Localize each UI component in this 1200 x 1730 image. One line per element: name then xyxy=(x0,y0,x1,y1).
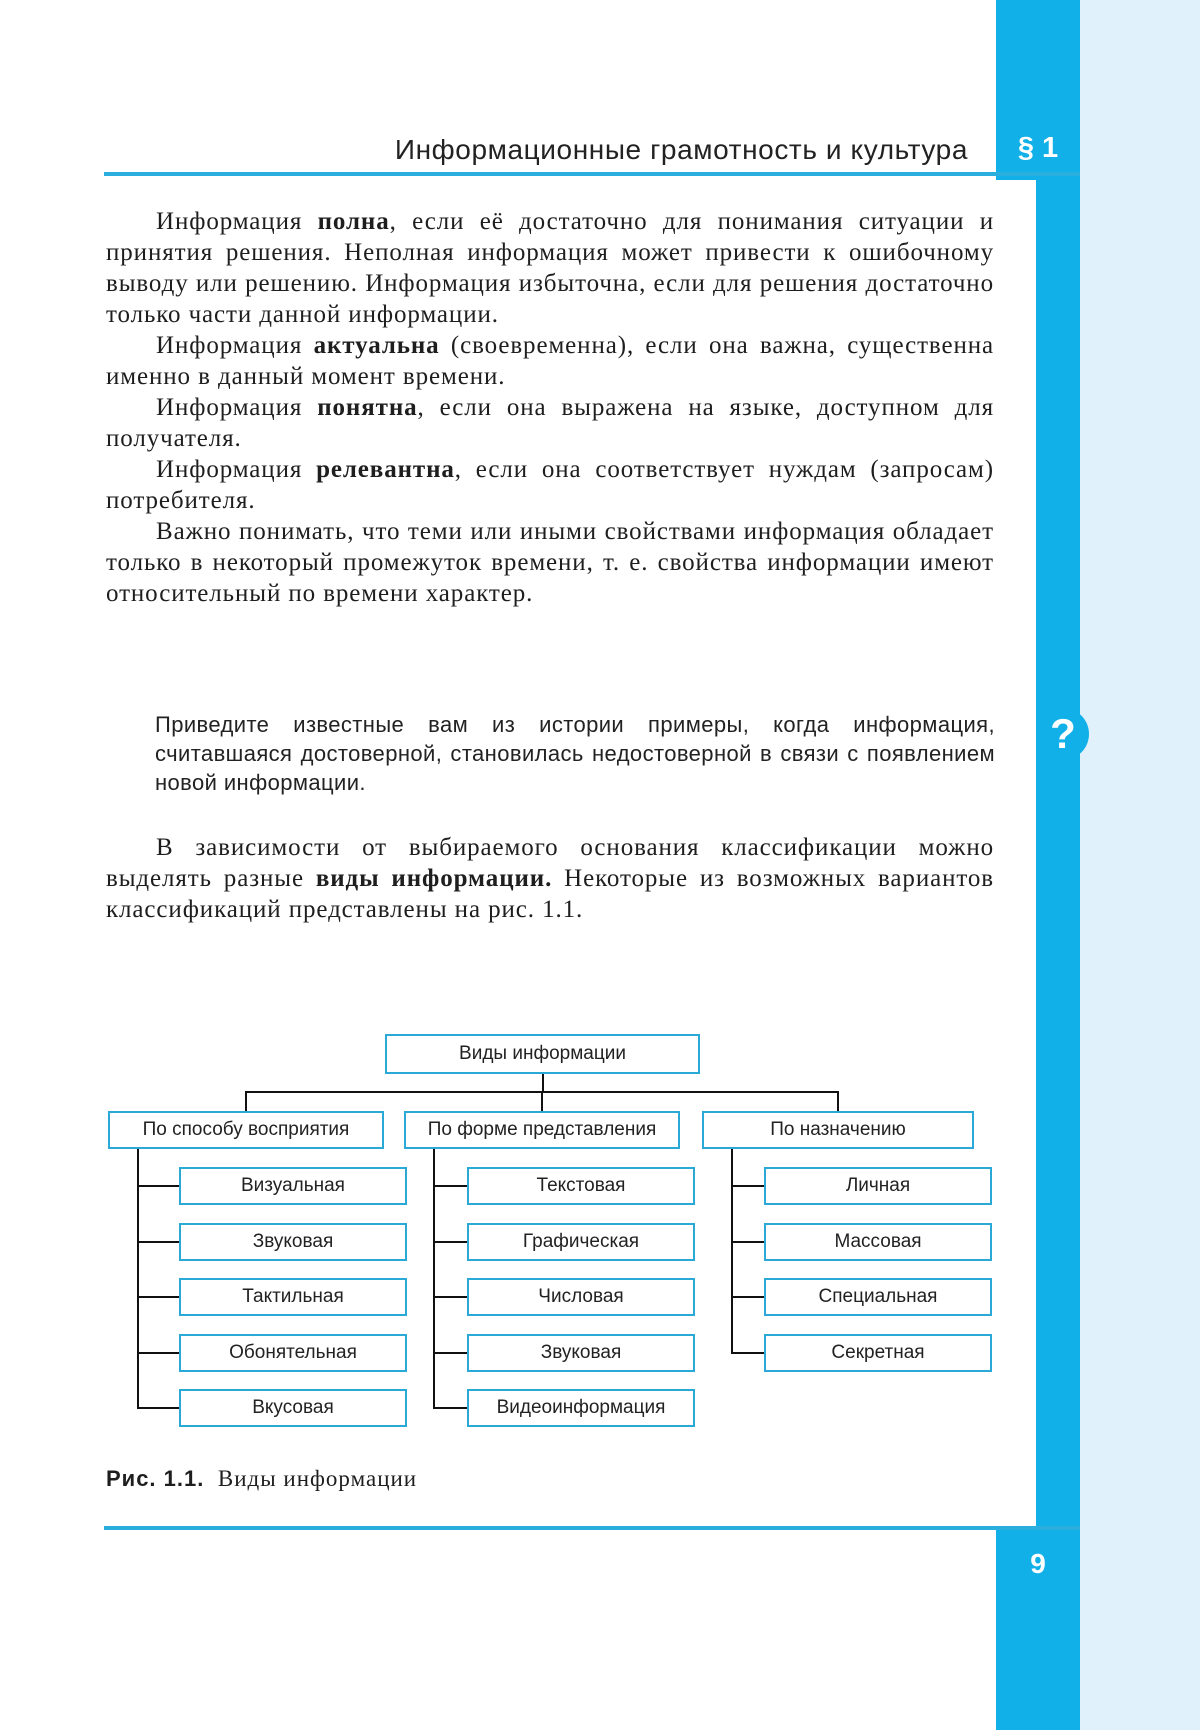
connector-line xyxy=(137,1407,179,1409)
question-icon: ? xyxy=(1037,708,1089,760)
term-bold: виды информации. xyxy=(315,865,553,892)
diagram-item-box: Личная xyxy=(764,1167,992,1205)
connector-line xyxy=(731,1149,733,1354)
figure-caption-text: Виды информации xyxy=(217,1466,418,1491)
paragraph xyxy=(106,832,994,925)
diagram-item-box: Видеоинформация xyxy=(467,1389,695,1427)
text-run: (своевременна), если она важна, существенна именно в данный момент времени. xyxy=(106,332,995,390)
connector-line xyxy=(433,1149,435,1409)
diagram-item-box: Вкусовая xyxy=(179,1389,407,1427)
connector-line xyxy=(731,1241,764,1243)
connector-line xyxy=(433,1352,467,1354)
text-run: , если она выражена на языке, доступном для получателя. xyxy=(106,394,994,452)
connector-line xyxy=(137,1149,139,1409)
text-run: Информация xyxy=(156,394,318,421)
text-run: Некоторые из возможных вариантов классификаций представлены на рис. 1.1. xyxy=(106,865,994,923)
connector-line xyxy=(433,1241,467,1243)
header-rule xyxy=(104,172,1080,176)
text-run: Информация xyxy=(156,208,318,235)
connector-line xyxy=(137,1352,179,1354)
connector-line xyxy=(433,1185,467,1187)
connector-line xyxy=(245,1091,839,1093)
diagram-group-box: По форме представления xyxy=(404,1111,680,1149)
diagram-item-box: Тактильная xyxy=(179,1278,407,1316)
figure-caption-label: Рис. 1.1. xyxy=(106,1466,205,1491)
diagram-item-box: Массовая xyxy=(764,1223,992,1261)
text-run: Информация xyxy=(156,332,314,359)
paragraph xyxy=(106,454,994,516)
connector-line xyxy=(245,1091,247,1111)
connector-line xyxy=(731,1352,764,1354)
main-text-2 xyxy=(106,832,994,925)
page-number: 9 xyxy=(1030,1548,1046,1579)
connector-line xyxy=(731,1296,764,1298)
connector-line xyxy=(837,1091,839,1111)
diagram-item-box: Визуальная xyxy=(179,1167,407,1205)
connector-line xyxy=(137,1241,179,1243)
connector-line xyxy=(433,1407,467,1409)
connector-line xyxy=(541,1091,543,1111)
chapter-strip-gap xyxy=(996,180,1036,1530)
connector-line xyxy=(731,1185,764,1187)
figure-caption xyxy=(106,1466,417,1492)
term-bold: актуальна xyxy=(313,332,440,359)
paragraph xyxy=(106,392,994,454)
paragraph xyxy=(106,516,994,609)
paragraph xyxy=(106,330,994,392)
diagram-group-box: По способу восприятия xyxy=(108,1111,384,1149)
diagram-item-box: Графическая xyxy=(467,1223,695,1261)
question-text: Приведите известные вам из истории примеры, когда информация, считавшаяся достоверной, становилась недостоверной в связи с появлением новой информации. xyxy=(155,712,995,795)
connector-line xyxy=(137,1185,179,1187)
term-bold: релевантна xyxy=(316,456,455,483)
running-header-title: Информационные грамотность и культура xyxy=(394,134,968,165)
paragraph xyxy=(106,206,994,330)
connector-line xyxy=(433,1296,467,1298)
diagram-root-box: Виды информации xyxy=(385,1034,700,1074)
diagram-group-box: По назначению xyxy=(702,1111,974,1149)
connector-line xyxy=(542,1074,544,1091)
footer-rule xyxy=(104,1526,1080,1530)
diagram-item-box: Специальная xyxy=(764,1278,992,1316)
text-run: В зависимости от выбираемого основания классификации можно выделять разные xyxy=(106,834,994,892)
connector-line xyxy=(137,1296,179,1298)
section-number: § 1 xyxy=(1017,132,1059,164)
term-bold: полна xyxy=(317,208,390,235)
main-text xyxy=(106,206,994,609)
diagram-item-box: Секретная xyxy=(764,1334,992,1372)
diagram-item-box: Обонятельная xyxy=(179,1334,407,1372)
text-run: , если она соответствует нуждам (запросам) потребителя. xyxy=(106,456,994,514)
diagram-item-box: Звуковая xyxy=(179,1223,407,1261)
diagram-item-box: Текстовая xyxy=(467,1167,695,1205)
text-run: , если её достаточно для понимания ситуации и принятия решения. Неполная информация может привести к ошибочному выводу или решению. Информация избыточна, если для решения достаточно только части данной информации. xyxy=(106,208,994,328)
text-run: Важно понимать, что теми или иными свойствами информация обладает только в некоторый промежуток времени, т. е. свойства информации имеют относительный по времени характер. xyxy=(106,518,994,607)
diagram-item-box: Числовая xyxy=(467,1278,695,1316)
term-bold: понятна xyxy=(317,394,418,421)
text-run: Информация xyxy=(156,456,317,483)
diagram-item-box: Звуковая xyxy=(467,1334,695,1372)
